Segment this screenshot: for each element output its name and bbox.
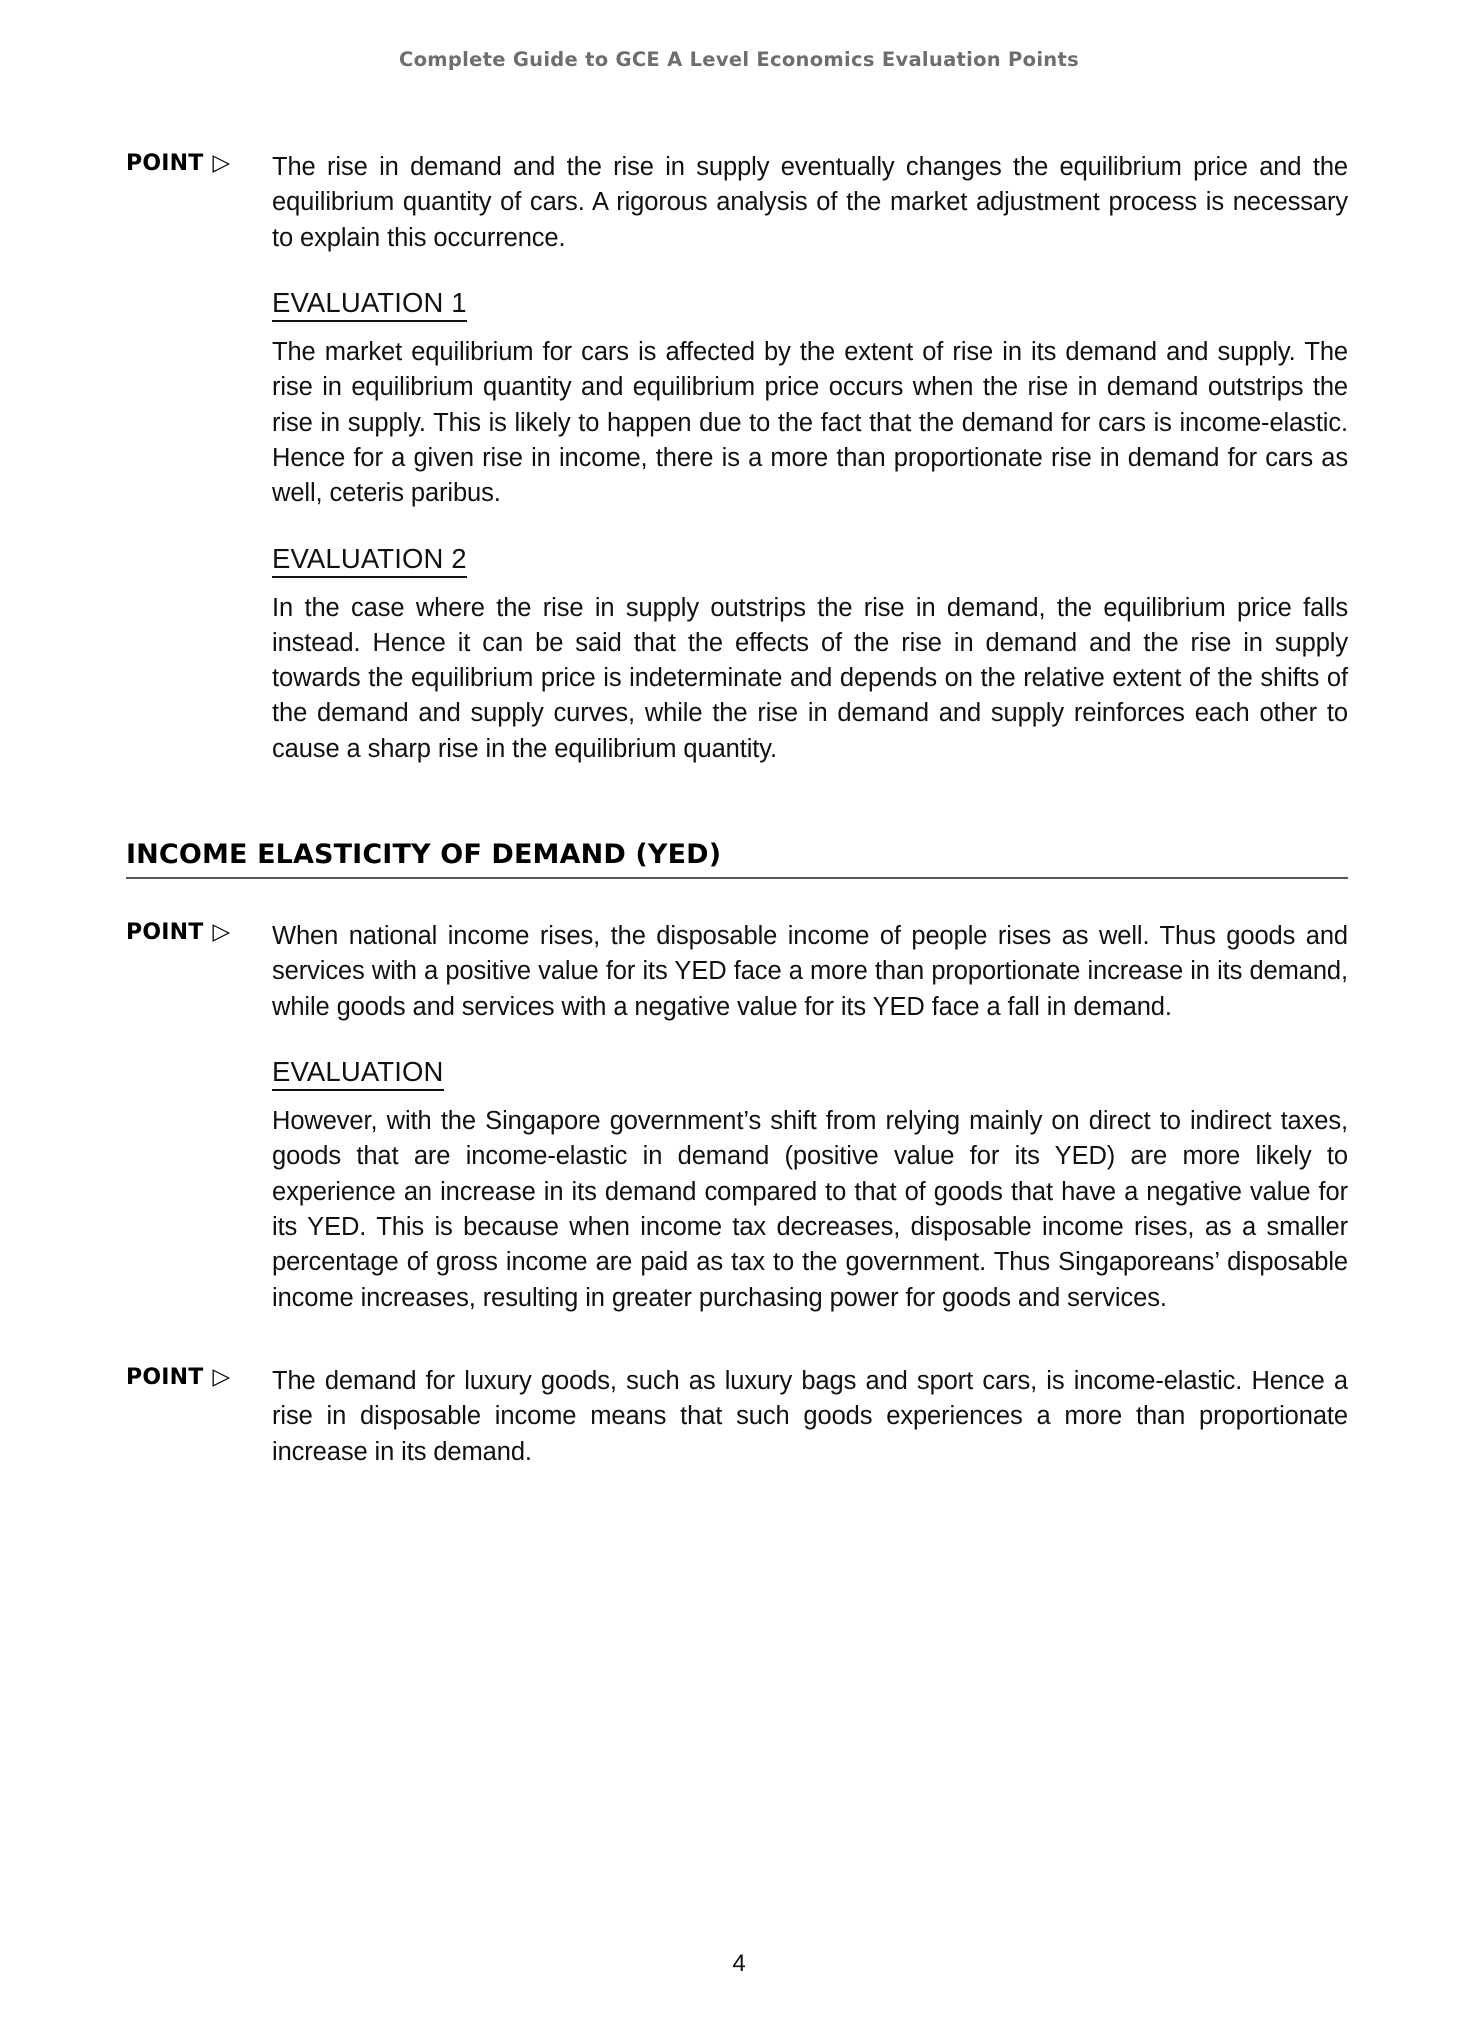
evaluation-2-paragraph: In the case where the rise in supply outstrips the rise in demand, the equilibrium price falls instead. Hence it can be said that the effects of the rise in demand and the rise in supply towards the equilibrium price is indeterminate and depends on the relative extent of the shifts of the demand and supply curves, while the rise in demand and supply reinforces each other to cause a sharp rise in the equilibrium quantity. (272, 593, 1348, 763)
point-label: POINT (126, 151, 204, 176)
point-body (272, 1364, 1348, 1470)
triangle-right-icon: ▷ (212, 1363, 231, 1390)
subsection-evaluation-1 (272, 286, 1348, 512)
evaluation-1-heading-wrap (272, 286, 1348, 322)
point-block-yed-two (126, 1364, 1348, 1470)
point-body (272, 919, 1348, 1025)
evaluation-2-heading-wrap (272, 542, 1348, 578)
section-heading-yed: INCOME ELASTICITY OF DEMAND (YED) (126, 839, 1348, 879)
evaluation-1-heading: EVALUATION 1 (272, 286, 467, 322)
evaluation-2-heading: EVALUATION 2 (272, 542, 467, 578)
point-label: POINT (126, 920, 204, 946)
spacer (126, 1316, 1348, 1364)
point-paragraph: The demand for luxury goods, such as luxury bags and sport cars, is income-elastic. Hence a rise in disposable income means that such goods experiences a more than proportionate increase in its demand. (272, 1366, 1348, 1466)
point-paragraph: When national income rises, the disposable income of people rises as well. Thus goods and services with a positive value for its YED face a more than proportionate increase in its demand, while goods and services with a negative value for its YED face a fall in demand. (272, 922, 1348, 1021)
triangle-right-icon: ▷ (212, 150, 231, 176)
point-label-group (126, 1364, 272, 1389)
running-header: Complete Guide to GCE A Level Economics Evaluation Points (398, 48, 1079, 71)
evaluation-yed-paragraph: However, with the Singapore government’s shift from relying mainly on direct to indirect taxes, goods that are income-elastic in demand (positive value for its YED) are more likely to experience an increase in its demand compared to that of goods that have a negative value for its YED. This is because when income tax decreases, disposable income rises, as a smaller percentage of gross income are paid as tax to the government. Thus Singaporeans’ disposable income increases, resulting in greater purchasing power for goods and services. (272, 1107, 1348, 1312)
point-block-yed-one (126, 919, 1348, 1025)
triangle-right-icon: ▷ (212, 919, 231, 946)
evaluation-yed-heading-wrap (272, 1055, 1348, 1091)
point-block-market-adjustment (126, 150, 1348, 256)
point-label: POINT (126, 1364, 204, 1390)
evaluation-1-paragraph: The market equilibrium for cars is affected by the extent of rise in its demand and supply. The rise in equilibrium quantity and equilibrium price occurs when the rise in demand outstrips the rise in supply. This is likely to happen due to the fact that the demand for cars is income-elastic. Hence for a given rise in income, there is a more than proportionate rise in demand for cars as well, ceteris paribus. (272, 337, 1348, 508)
section-heading-wrap-yed (126, 839, 1348, 879)
point-body (272, 150, 1348, 256)
point-label-group (126, 919, 272, 944)
subsection-evaluation-yed (272, 1055, 1348, 1316)
page-content (126, 150, 1348, 1474)
evaluation-yed-heading: EVALUATION (272, 1055, 444, 1091)
point-label-group (126, 150, 272, 175)
point-paragraph: The rise in demand and the rise in supply eventually changes the equilibrium price and the equilibrium quantity of cars. A rigorous analysis of the market adjustment process is necessary to explain this occurrence. (272, 153, 1348, 252)
page-number: 4 (732, 1950, 746, 1977)
subsection-evaluation-2 (272, 542, 1348, 768)
